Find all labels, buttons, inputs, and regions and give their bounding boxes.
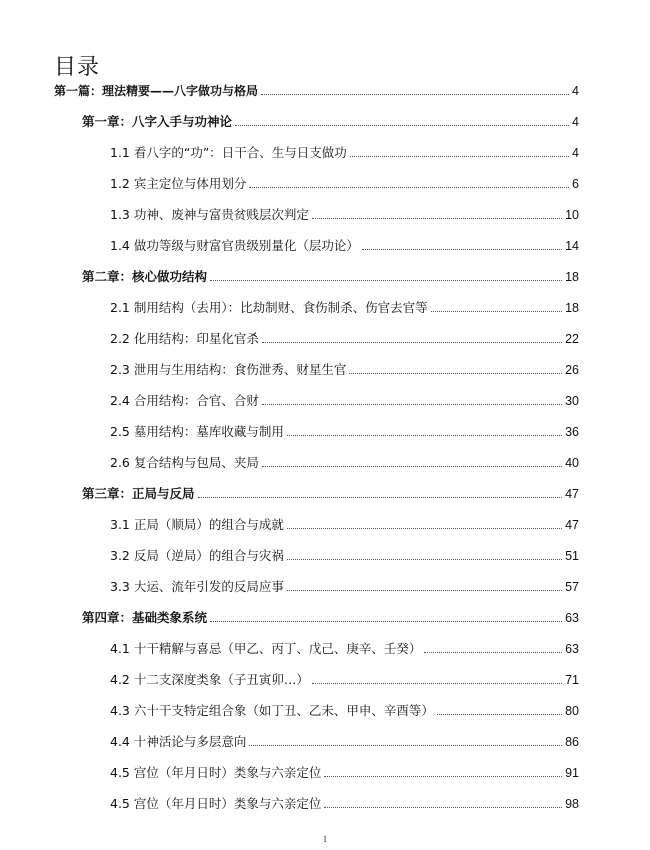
toc-dot-leader (324, 807, 562, 808)
toc-entry-page-number: 18 (565, 301, 579, 315)
toc-entry-page-number: 26 (565, 363, 579, 377)
page-title: 目录 (54, 55, 101, 80)
toc-entry-section[interactable] (110, 640, 579, 658)
toc-entry-section[interactable] (110, 702, 579, 720)
toc-entry-number: 3.2 (110, 548, 134, 563)
toc-entry-page-number: 4 (572, 146, 579, 160)
toc-entry-section[interactable] (110, 206, 579, 224)
toc-entry-title: 八字入手与功神论 (132, 114, 233, 129)
toc-entry-number: 4.5 (110, 796, 134, 811)
toc-entry-title: 大运、流年引发的反局应事 (133, 579, 284, 594)
toc-entry-section[interactable] (110, 795, 579, 813)
toc-entry-number: 4.5 (110, 765, 134, 780)
toc-entry-page-number: 51 (565, 549, 579, 563)
toc-entry-title: 合用结构：合官、合财 (133, 393, 259, 408)
toc-entry-number: 2.5 (110, 424, 134, 439)
toc-entry-part[interactable] (54, 82, 579, 100)
toc-entry-section[interactable] (110, 733, 579, 751)
toc-entry-section[interactable] (110, 330, 579, 348)
toc-entry-page-number: 47 (565, 487, 579, 501)
toc-entry-page-number: 14 (565, 239, 579, 253)
toc-dot-leader (261, 94, 569, 95)
toc-entry-chapter[interactable] (82, 113, 579, 131)
toc-dot-leader (287, 559, 562, 560)
toc-entry-title: 化用结构：印星化官杀 (133, 331, 259, 346)
toc-entry-title: 反局（逆局）的组合与灾祸 (133, 548, 284, 563)
toc-entry-title: 做功等级与财富官贵级别量化（层功论） (133, 238, 359, 253)
toc-entry-title: 功神、废神与富贵贫贱层次判定 (133, 207, 309, 222)
toc-entry-number: 3.3 (110, 579, 134, 594)
toc-entry-title: 宾主定位与体用划分 (133, 176, 247, 191)
toc-entry-number: 4.2 (110, 672, 134, 687)
toc-dot-leader (235, 125, 569, 126)
toc-entry-number: 第二章： (82, 269, 133, 284)
toc-dot-leader (249, 745, 562, 746)
page-number: 1 (322, 834, 328, 844)
toc-entry-number: 第一篇： (54, 84, 103, 98)
toc-entry-page-number: 10 (565, 208, 579, 222)
toc-entry-page-number: 80 (565, 704, 579, 718)
toc-entry-page-number: 47 (565, 518, 579, 532)
toc-entry-page-number: 36 (565, 425, 579, 439)
toc-entry-section[interactable] (110, 454, 579, 472)
toc-entry-number: 2.4 (110, 393, 134, 408)
toc-entry-page-number: 91 (565, 766, 579, 780)
toc-entry-section[interactable] (110, 392, 579, 410)
toc-entry-page-number: 30 (565, 394, 579, 408)
toc-entry-title: 制用结构（去用）：比劫制财、食伤制杀、伤官去官等 (133, 300, 428, 315)
toc-entry-section[interactable] (110, 299, 579, 317)
toc-entry-number: 2.6 (110, 455, 134, 470)
toc-entry-page-number: 22 (565, 332, 579, 346)
toc-entry-section[interactable] (110, 764, 579, 782)
toc-entry-chapter[interactable] (82, 268, 579, 286)
toc-entry-number: 2.3 (110, 362, 134, 377)
toc-entry-section[interactable] (110, 671, 579, 689)
toc-entry-title: 理法精要——八字做功与格局 (102, 84, 259, 98)
toc-entry-page-number: 18 (565, 270, 579, 284)
toc-entry-title: 十干精解与喜忌（甲乙、丙丁、戊己、庚辛、壬癸） (133, 641, 422, 656)
toc-entry-section[interactable] (110, 361, 579, 379)
toc-entry-number: 4.3 (110, 703, 134, 718)
toc-entry-title: 正局与反局 (132, 486, 195, 501)
toc-entry-section[interactable] (110, 516, 579, 534)
toc-dot-leader (249, 187, 569, 188)
toc-entry-number: 4.1 (110, 641, 134, 656)
toc-dot-leader (287, 435, 562, 436)
toc-entry-page-number: 71 (565, 673, 579, 687)
toc-entry-number: 第一章： (82, 114, 133, 129)
toc-dot-leader (312, 218, 562, 219)
toc-entry-title: 墓用结构：墓库收藏与制用 (133, 424, 284, 439)
toc-dot-leader (431, 311, 562, 312)
toc-dot-leader (198, 497, 563, 498)
toc-entry-number: 1.1 (110, 145, 134, 160)
toc-dot-leader (210, 280, 562, 281)
toc-entry-number: 1.2 (110, 176, 134, 191)
toc-entry-section[interactable] (110, 175, 579, 193)
toc-entry-number: 第四章： (82, 610, 133, 625)
toc-entry-title: 看八字的“功”：日干合、生与日支做功 (133, 145, 347, 160)
toc-entry-section[interactable] (110, 144, 579, 162)
toc-entry-number: 2.2 (110, 331, 134, 346)
toc-dot-leader (210, 621, 562, 622)
toc-dot-leader (262, 404, 562, 405)
toc-entry-title: 正局（顺局）的组合与成就 (133, 517, 284, 532)
toc-entry-page-number: 63 (565, 611, 579, 625)
toc-dot-leader (287, 528, 562, 529)
toc-dot-leader (324, 776, 562, 777)
toc-entry-title: 核心做功结构 (132, 269, 208, 284)
toc-entry-page-number: 40 (565, 456, 579, 470)
toc-entry-chapter[interactable] (82, 609, 579, 627)
toc-entry-title: 六十干支特定组合象（如丁丑、乙未、甲申、辛酉等） (133, 703, 434, 718)
toc-entry-page-number: 6 (572, 177, 579, 191)
toc-entry-chapter[interactable] (82, 485, 579, 503)
toc-entry-page-number: 57 (565, 580, 579, 594)
toc-dot-leader (349, 373, 562, 374)
toc-entry-number: 4.4 (110, 734, 134, 749)
toc-entry-title: 宫位（年月日时）类象与六亲定位 (133, 765, 322, 780)
toc-dot-leader (287, 590, 562, 591)
toc-entry-section[interactable] (110, 237, 579, 255)
toc-entry-page-number: 63 (565, 642, 579, 656)
toc-dot-leader (362, 249, 562, 250)
toc-dot-leader (350, 156, 569, 157)
toc-entry-number: 1.3 (110, 207, 134, 222)
toc-dot-leader (262, 466, 562, 467)
toc-entry-title: 宫位（年月日时）类象与六亲定位 (133, 796, 322, 811)
toc-entry-title: 基础类象系统 (132, 610, 208, 625)
toc-dot-leader (437, 714, 562, 715)
toc-entry-title: 十二支深度类象（子丑寅卯…） (133, 672, 309, 687)
toc-entry-number: 3.1 (110, 517, 134, 532)
toc-entry-title: 泄用与生用结构：食伤泄秀、财星生官 (133, 362, 347, 377)
toc-entry-page-number: 4 (572, 84, 579, 98)
toc-entry-number: 2.1 (110, 300, 134, 315)
toc-entry-section[interactable] (110, 547, 579, 565)
toc-entry-page-number: 86 (565, 735, 579, 749)
toc-entry-section[interactable] (110, 423, 579, 441)
toc-entry-number: 1.4 (110, 238, 134, 253)
toc-entry-title: 复合结构与包局、夹局 (133, 455, 259, 470)
toc-dot-leader (262, 342, 562, 343)
toc-entry-page-number: 98 (565, 797, 579, 811)
toc-entry-page-number: 4 (572, 115, 579, 129)
toc-dot-leader (312, 683, 562, 684)
toc-entry-number: 第三章： (82, 486, 133, 501)
toc-entry-section[interactable] (110, 578, 579, 596)
toc-dot-leader (424, 652, 562, 653)
toc-entry-title: 十神活论与多层意向 (133, 734, 247, 749)
